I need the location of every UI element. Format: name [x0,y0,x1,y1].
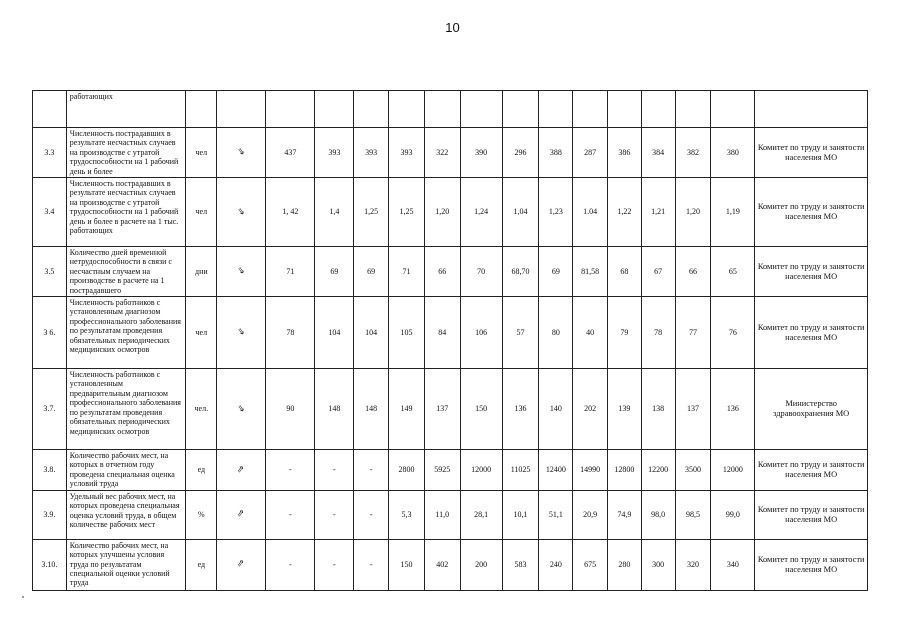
value-cell: 68,70 [502,247,539,297]
unit-cell: чел [186,128,217,178]
value-cell: 12800 [608,450,642,491]
value-cell: 28,1 [460,490,502,539]
value-cell: 200 [460,539,502,590]
value-cell: 280 [608,539,642,590]
value-cell: 240 [539,539,573,590]
trend-down-arrow-icon: ⇘ [236,326,246,338]
value-cell: 380 [711,128,755,178]
value-cell: 140 [539,369,573,450]
table-row-continued [33,91,868,128]
value-cell: 1,22 [608,178,642,247]
value-cell: 104 [315,297,354,369]
value-cell: 20,9 [573,490,608,539]
trend-cell [217,297,266,369]
value-cell: 40 [573,297,608,369]
table-body [33,91,868,591]
table-row [33,369,868,450]
value-cell: 202 [573,369,608,450]
value-cell: 136 [502,369,539,450]
responsible-cell: Комитет по труду и занятости населения МО [755,297,868,369]
row-id-cell: 3.5 [33,247,67,297]
unit-cell: чел [186,178,217,247]
value-cell: 393 [389,128,425,178]
value-cell: 14990 [573,450,608,491]
indicators-sheet [32,90,868,591]
table-row [33,297,868,369]
responsible-cell: Министерство здравоохранения МО [755,369,868,450]
value-cell: 104 [354,297,389,369]
row-id-cell: 3.7. [33,369,67,450]
trend-cell [217,178,266,247]
trend-cell [217,539,266,590]
value-cell: 57 [502,297,539,369]
value-cell: 1,25 [389,178,425,247]
value-cell: 79 [608,297,642,369]
value-cell: - [266,539,315,590]
value-cell: 66 [675,247,711,297]
value-cell: 300 [641,539,675,590]
row-name-cell: Количество рабочих мест, на которых улучшены условия труда по результатам специальной оценки условий труда [66,539,186,590]
value-cell: 69 [539,247,573,297]
value-cell: 69 [315,247,354,297]
value-cell: 386 [608,128,642,178]
value-cell: 11025 [502,450,539,491]
value-cell: 148 [354,369,389,450]
responsible-cell: Комитет по труду и занятости населения МО [755,490,868,539]
table-row [33,490,868,539]
value-cell: 1,25 [354,178,389,247]
value-cell: 3500 [675,450,711,491]
unit-cell: % [186,490,217,539]
value-cell: - [315,450,354,491]
responsible-cell: Комитет по труду и занятости населения МО [755,539,868,590]
value-cell: 139 [608,369,642,450]
trend-up-arrow-icon: ⇗ [236,508,246,521]
value-cell: 1,21 [641,178,675,247]
value-cell: 78 [641,297,675,369]
trend-cell [217,247,266,297]
trend-up-arrow-icon: ⇗ [236,558,246,571]
value-cell: 5925 [424,450,460,491]
value-cell: 80 [539,297,573,369]
row-id-cell: 3.3 [33,128,67,178]
row-id-cell: 3.9. [33,490,67,539]
value-cell: 1,24 [460,178,502,247]
trend-down-arrow-icon: ⇘ [236,206,246,218]
trend-down-arrow-icon: ⇘ [236,403,246,415]
unit-cell: дни [186,247,217,297]
value-cell: 69 [354,247,389,297]
trend-cell [217,128,266,178]
row-id-cell: 3.10. [33,539,67,590]
responsible-cell: Комитет по труду и занятости населения МО [755,128,868,178]
value-cell: 1,23 [539,178,573,247]
value-cell: 71 [389,247,425,297]
value-cell: 1, 42 [266,178,315,247]
value-cell: 1,19 [711,178,755,247]
value-cell: 10,1 [502,490,539,539]
value-cell: 1,20 [675,178,711,247]
table-row [33,450,868,491]
value-cell: 84 [424,297,460,369]
value-cell: 2800 [389,450,425,491]
value-cell: 67 [641,247,675,297]
value-cell: 12000 [711,450,755,491]
value-cell: 402 [424,539,460,590]
value-cell: - [354,450,389,491]
unit-cell: ед [186,539,217,590]
row-name-cell: Численность пострадавших в результате несчастных случаев на производстве с утратой трудоспособности на 1 рабочий день и более [66,128,186,178]
value-cell: - [315,539,354,590]
value-cell: - [315,490,354,539]
value-cell: 287 [573,128,608,178]
value-cell: 71 [266,247,315,297]
value-cell: 98,0 [641,490,675,539]
value-cell: 76 [711,297,755,369]
value-cell: 77 [675,297,711,369]
value-cell: 81,58 [573,247,608,297]
value-cell: 1,20 [424,178,460,247]
table-row [33,128,868,178]
responsible-cell: Комитет по труду и занятости населения МО [755,247,868,297]
value-cell: 148 [315,369,354,450]
value-cell: 1.04 [573,178,608,247]
page-number: 10 [445,20,460,35]
scan-speck [22,596,24,598]
value-cell: 137 [424,369,460,450]
unit-cell: ед [186,450,217,491]
value-cell: 78 [266,297,315,369]
responsible-cell: Комитет по труду и занятости населения МО [755,178,868,247]
row-name-cell: Численность работников с установленным диагнозом профессионального заболевания по результатам проведения обязательных периодических медицинских осмотров [66,297,186,369]
row-name-cell: работающих [66,91,186,128]
value-cell: 138 [641,369,675,450]
unit-cell: чел [186,297,217,369]
value-cell: 1,04 [502,178,539,247]
table-row [33,247,868,297]
value-cell: 65 [711,247,755,297]
indicators-table [32,90,868,591]
value-cell: 1,4 [315,178,354,247]
value-cell: 320 [675,539,711,590]
value-cell: 11,0 [424,490,460,539]
value-cell: 296 [502,128,539,178]
value-cell: 51,1 [539,490,573,539]
value-cell: 382 [675,128,711,178]
table-row [33,178,868,247]
value-cell: 583 [502,539,539,590]
trend-down-arrow-icon: ⇘ [236,265,246,277]
value-cell: 106 [460,297,502,369]
value-cell: 12000 [460,450,502,491]
value-cell: 675 [573,539,608,590]
value-cell: 388 [539,128,573,178]
trend-cell [217,450,266,491]
value-cell: 384 [641,128,675,178]
value-cell: 98,5 [675,490,711,539]
value-cell: 99,0 [711,490,755,539]
value-cell: 150 [460,369,502,450]
row-id-cell: 3.4 [33,178,67,247]
row-id-cell: 3.8. [33,450,67,491]
responsible-cell: Комитет по труду и занятости населения МО [755,450,868,491]
value-cell: 137 [675,369,711,450]
value-cell: - [266,490,315,539]
row-id-cell [33,91,67,128]
value-cell: 66 [424,247,460,297]
value-cell: 74,9 [608,490,642,539]
row-id-cell: 3 6. [33,297,67,369]
trend-cell [217,490,266,539]
value-cell: 393 [354,128,389,178]
unit-cell: чел. [186,369,217,450]
value-cell: 149 [389,369,425,450]
value-cell: 437 [266,128,315,178]
value-cell: - [354,490,389,539]
value-cell: 70 [460,247,502,297]
trend-up-arrow-icon: ⇗ [236,464,246,476]
value-cell: 390 [460,128,502,178]
table-row [33,539,868,590]
row-name-cell: Численность работников с установленным предварительным диагнозом профессионального заболевания по результатам проведения обязательных периодических медицинских осмотров [66,369,186,450]
value-cell: 12400 [539,450,573,491]
value-cell: 340 [711,539,755,590]
row-name-cell: Количество дней временной нетрудоспособности в связи с несчастным случаем на производстве в расчете на 1 пострадавшего [66,247,186,297]
value-cell: 105 [389,297,425,369]
trend-cell [217,369,266,450]
row-name-cell: Удельный вес рабочих мест, на которых проведена специальная оценка условий труда, в общем количестве рабочих мест [66,490,186,539]
trend-down-arrow-icon: ⇘ [236,146,246,158]
value-cell: 5,3 [389,490,425,539]
value-cell: 68 [608,247,642,297]
value-cell: 393 [315,128,354,178]
value-cell: 12200 [641,450,675,491]
value-cell: 322 [424,128,460,178]
value-cell: 136 [711,369,755,450]
value-cell: 150 [389,539,425,590]
value-cell: - [354,539,389,590]
row-name-cell: Количество рабочих мест, на которых в отчетном году проведена специальная оценка условий труда [66,450,186,491]
value-cell: - [266,450,315,491]
row-name-cell: Численность пострадавших в результате несчастных случаев на производстве с утратой трудоспособности на 1 рабочий день и более в расчете на 1 тыс. работающих [66,178,186,247]
value-cell: 90 [266,369,315,450]
